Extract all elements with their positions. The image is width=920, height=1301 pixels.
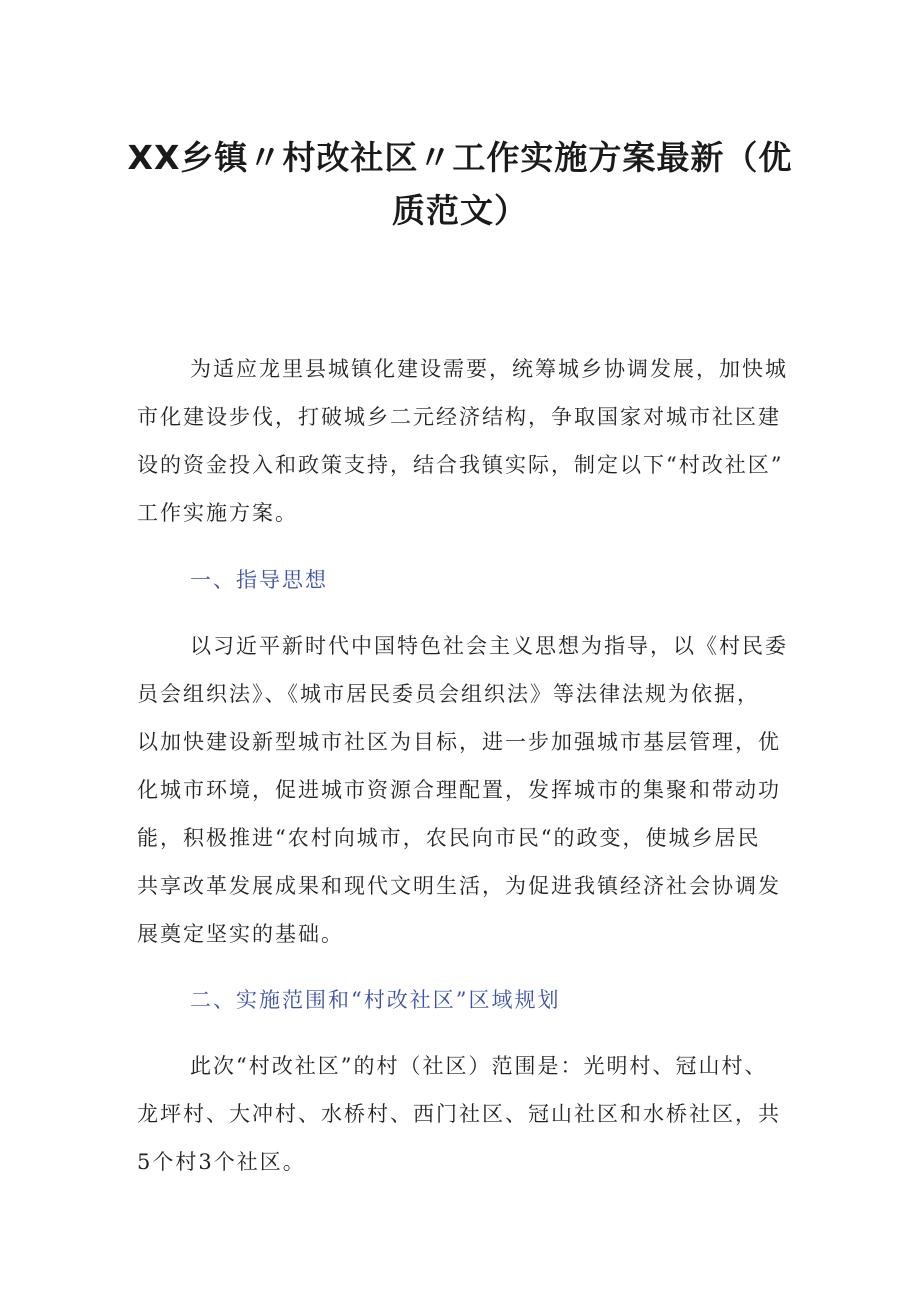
section1-paragraph-line: 以加快建设新型城市社区为目标，进一步加强城市基层管理，优 — [137, 730, 781, 754]
section2-paragraph-line: 龙坪村、大冲村、水桥村、西门社区、冠山社区和水桥社区，共 — [137, 1102, 781, 1126]
section1-paragraph-line: 展奠定坚实的基础。 — [137, 922, 344, 946]
section-heading-guiding-ideology: 一、指导思想 — [190, 568, 328, 592]
section-heading-scope-and-planning: 二、实施范围和“村改社区”区域规划 — [190, 988, 561, 1012]
intro-paragraph-line: 工作实施方案。 — [137, 501, 298, 525]
document-title-line-1: XX乡镇〃村改社区〃工作实施方案最新（优 — [127, 138, 793, 177]
section1-paragraph-line: 能，积极推进“农村向城市，农民向市民“的政变，使城乡居民 — [137, 826, 761, 850]
document-title-line-2: 质范文） — [392, 191, 528, 230]
intro-paragraph-line: 为适应龙里县城镇化建设需要，统筹城乡协调发展，加快城 — [190, 357, 788, 381]
intro-paragraph-line: 设的资金投入和政策支持，结合我镇实际，制定以下“村改社区” — [137, 453, 784, 477]
section1-paragraph-line: 以习近平新时代中国特色社会主义思想为指导，以《村民委 — [190, 634, 788, 658]
section1-paragraph-line: 员会组织法》、《城市居民委员会组织法》等法律法规为依据， — [137, 682, 760, 706]
section1-paragraph-line: 化城市环境，促进城市资源合理配置，发挥城市的集聚和带动功 — [137, 778, 781, 802]
section2-paragraph-line: 此次“村改社区”的村（社区）范围是：光明村、冠山村、 — [190, 1054, 768, 1078]
section1-paragraph-line: 共享改革发展成果和现代文明生活，为促进我镇经济社会协调发 — [137, 874, 781, 898]
intro-paragraph-line: 市化建设步伐，打破城乡二元经济结构，争取国家对城市社区建 — [137, 405, 781, 429]
section2-paragraph-line: 5个村3个社区。 — [137, 1150, 306, 1174]
